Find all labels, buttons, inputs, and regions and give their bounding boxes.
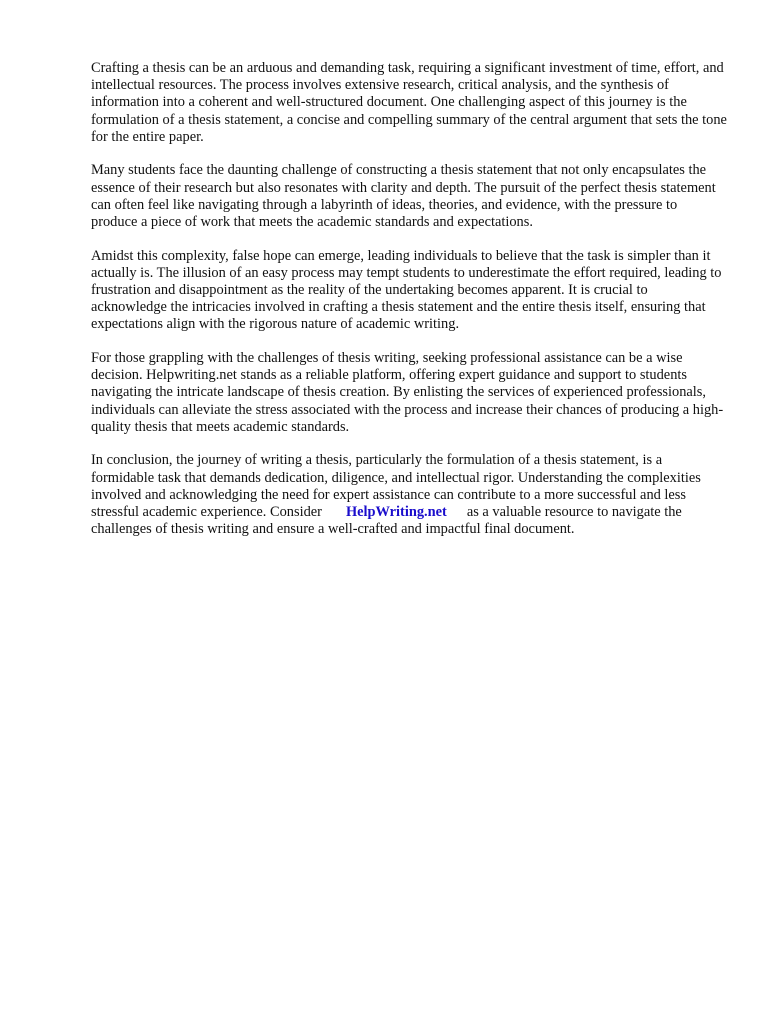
paragraph-intro: Crafting a thesis can be an arduous and demanding task, requiring a significant investment of time, effort, and intellectual resources. The process involves extensive research, critical analysis, and the synthesis of information into a coherent and well-structured document. One challenging aspect of this journey is the formulation of a thesis statement, a concise and compelling summary of the central argument that sets the tone for the entire paper. — [91, 60, 727, 145]
paragraph-challenge: Many students face the daunting challenge of constructing a thesis statement that not only encapsulates the essence of their research but also resonates with clarity and depth. The pursuit of the perfect thesis statement can often feel like navigating through a labyrinth of ideas, theories, and evidence, with the pressure to produce a piece of work that meets the academic standards and expectations. — [91, 162, 716, 231]
conclusion-text-before: In conclusion, the journey of writing a thesis, particularly the formulation of a thesis statement, is a formidable task that demands dedication, diligence, and intellectual rigor. Understanding the complexities involved and acknowledging the need for expert assistance can contribute to a more successful and less stressful academic experience. Consider — [91, 452, 701, 521]
helpwriting-link[interactable]: HelpWriting.net — [345, 504, 447, 521]
conclusion-text-after: as a valuable resource to navigate the challenges of thesis writing and ensure a well-crafted and impactful final document. — [91, 504, 682, 538]
paragraph-assistance: For those grappling with the challenges of thesis writing, seeking professional assistance can be a wise decision. Helpwriting.net stands as a reliable platform, offering expert guidance and support to students navigating the intricate landscape of thesis creation. By enlisting the services of experienced professionals, individuals can alleviate the stress associated with the process and increase their chances of producing a high-quality thesis that meets academic standards. — [91, 350, 724, 435]
paragraph-false-hope: Amidst this complexity, false hope can emerge, leading individuals to believe that the task is simpler than it actually is. The illusion of an easy process may tempt students to underestimate the effort required, leading to frustration and disappointment as the reality of the undertaking becomes apparent. It is crucial to acknowledge the intricacies involved in crafting a thesis statement and the entire thesis itself, ensuring that expectations align with the rigorous nature of academic writing. — [91, 247, 722, 333]
document-body — [91, 60, 727, 555]
paragraph-conclusion — [91, 452, 727, 538]
